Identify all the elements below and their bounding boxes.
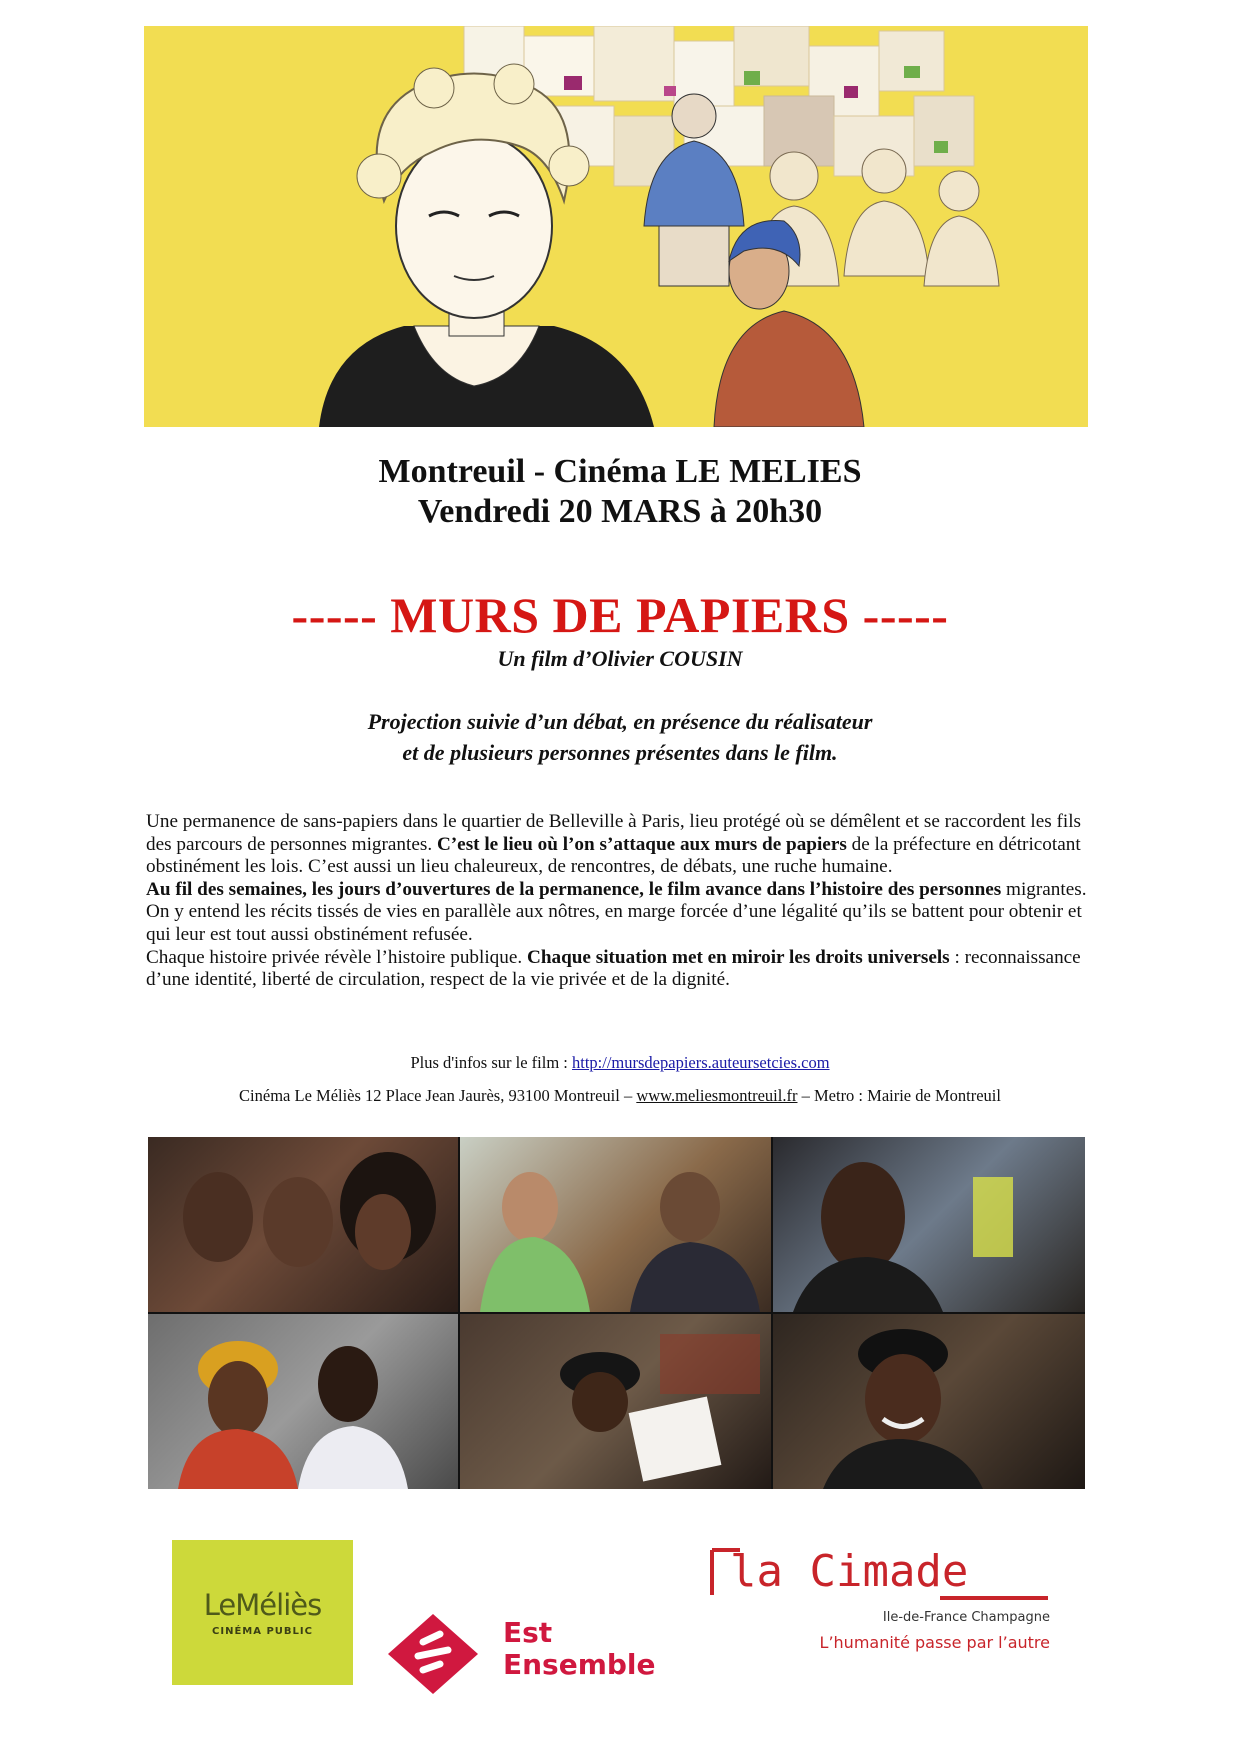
melies-logo [172,1540,353,1685]
film-still-5 [460,1314,771,1489]
debate-line-2: et de plusieurs personnes présentes dans le film. [402,740,838,765]
banner-illustration [144,26,1088,427]
film-still-2 [460,1137,771,1312]
est-ensemble-mark-icon [378,1604,488,1704]
melies-logo-subtitle: CINÉMA PUBLIC [212,1626,313,1637]
la-cimade-region: Ile-de-France Champagne [882,1610,1050,1625]
film-still-4 [148,1314,458,1489]
est-ensemble-line1: Est [503,1616,553,1649]
film-director: Un film d’Olivier COUSIN [497,646,743,671]
cinema-address: Cinéma Le Méliès 12 Place Jean Jaurès, 93100 Montreuil – www.meliesmontreuil.fr – Metro : Mairie de Montreuil [239,1086,1001,1105]
est-ensemble-logo [378,1604,663,1704]
est-ensemble-line2: Ensemble [503,1648,656,1681]
melies-logo-name: LeMéliès [203,1588,322,1622]
venue-line: Montreuil - Cinéma LE MELIES [378,453,862,490]
more-info: Plus d'infos sur le film : http://mursdepapiers.auteursetcies.com [410,1053,830,1072]
synopsis: Une permanence de sans-papiers dans le quartier de Belleville à Paris, lieu protégé où se démêlent et se raccordent les fils des parcours de personnes migrantes. C’est le lieu où l’on s’attaque aux murs de papiers de la préfecture en détricotant obstinément les lois. C’est aussi un lieu chaleureux, de rencontres, de débats, une ruche humaine. Au fil des semaines, les jours d’ouvertures de la permanence, le film avance dans l’histoire des personnes migrantes. On y entend les récits tissés de vies en parallèle aux nôtres, en marge forcée d’une légalité qu’ils se battent pour obtenir et qui leur est tout aussi obstinément refusée. Chaque histoire privée révèle l’histoire publique. Chaque situation met en miroir les droits universels : reconnaissance d’une identité, liberté de circulation, respect de la vie privée et de la dignité. [146,811,1087,991]
film-website-link[interactable]: http://mursdepapiers.auteursetcies.com [572,1053,830,1072]
film-still-1 [148,1137,458,1312]
date-line: Vendredi 20 MARS à 20h30 [417,493,823,530]
la-cimade-tagline: L’humanité passe par l’autre [819,1633,1050,1652]
debate-line-1: Projection suivie d’un débat, en présence du réalisateur [367,709,873,734]
la-cimade-logo [700,1540,1085,1685]
film-title: ----- MURS DE PAPIERS ----- [291,587,949,643]
film-still-6 [773,1314,1085,1489]
la-cimade-name: la Cimade [730,1546,969,1597]
film-still-3 [773,1137,1085,1312]
cinema-website-link[interactable]: www.meliesmontreuil.fr [636,1086,798,1105]
film-stills-grid [148,1137,1085,1489]
